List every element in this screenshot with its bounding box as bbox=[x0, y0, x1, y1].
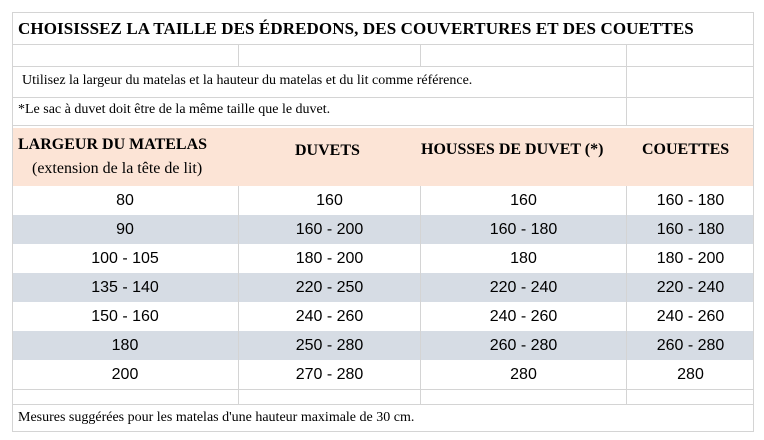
table-header bbox=[12, 128, 754, 186]
cell-duvets: 250 - 280 bbox=[239, 331, 421, 360]
cell-housses: 240 - 260 bbox=[421, 302, 627, 331]
cell-largeur: 80 bbox=[12, 186, 239, 215]
reference-note: Utilisez la largeur du matelas et la hauteur du matelas et du lit comme référence. bbox=[22, 73, 473, 88]
header-duvets: DUVETS bbox=[295, 142, 360, 159]
table-row bbox=[12, 360, 754, 389]
title-row bbox=[12, 12, 754, 44]
cell-couettes: 280 bbox=[677, 366, 704, 383]
cell-couettes: 220 - 240 bbox=[656, 279, 725, 296]
cell-couettes: 160 - 180 bbox=[656, 221, 725, 238]
header-largeur-sub: (extension de la tête de lit) bbox=[32, 160, 203, 177]
cell-duvets: 180 - 200 bbox=[239, 244, 421, 273]
cell-duvets: 240 - 260 bbox=[239, 302, 421, 331]
cell-couettes: 180 - 200 bbox=[656, 250, 725, 267]
cell-housses: 260 - 280 bbox=[421, 331, 627, 360]
duvet-bag-note-row bbox=[12, 98, 754, 125]
cell-duvets: 220 - 250 bbox=[239, 273, 421, 302]
cell-duvets: 160 - 200 bbox=[239, 215, 421, 244]
footer-note: Mesures suggérées pour les matelas d'une hauteur maximale de 30 cm. bbox=[18, 410, 415, 425]
duvet-bag-note: *Le sac à duvet doit être de la même taille que le duvet. bbox=[18, 102, 331, 117]
cell-housses: 180 bbox=[421, 244, 627, 273]
cell-largeur: 135 - 140 bbox=[12, 273, 239, 302]
cell-largeur: 90 bbox=[12, 215, 239, 244]
table-row bbox=[12, 186, 754, 215]
table-row bbox=[12, 331, 754, 360]
table-row bbox=[12, 215, 754, 244]
cell-couettes: 160 - 180 bbox=[656, 192, 725, 209]
spacer-row bbox=[12, 45, 754, 66]
cell-housses: 160 bbox=[421, 186, 627, 215]
cell-couettes: 240 - 260 bbox=[656, 308, 725, 325]
cell-housses: 160 - 180 bbox=[421, 215, 627, 244]
header-housses: HOUSSES DE DUVET (*) bbox=[421, 141, 604, 158]
cell-duvets: 160 bbox=[239, 186, 421, 215]
cell-housses: 220 - 240 bbox=[421, 273, 627, 302]
cell-largeur: 150 - 160 bbox=[12, 302, 239, 331]
cell-housses: 280 bbox=[421, 360, 627, 389]
header-largeur: LARGEUR DU MATELAS bbox=[18, 136, 208, 153]
size-chart-sheet bbox=[12, 12, 754, 432]
cell-largeur: 200 bbox=[12, 360, 239, 389]
spacer-row bbox=[12, 390, 754, 404]
table-row bbox=[12, 273, 754, 302]
chart-title: CHOISISSEZ LA TAILLE DES ÉDREDONS, DES COUVERTURES ET DES COUETTES bbox=[18, 19, 694, 38]
header-couettes: COUETTES bbox=[642, 141, 730, 158]
table-row bbox=[12, 244, 754, 273]
cell-largeur: 100 - 105 bbox=[12, 244, 239, 273]
reference-note-row bbox=[12, 67, 754, 97]
cell-couettes: 260 - 280 bbox=[656, 337, 725, 354]
cell-largeur: 180 bbox=[12, 331, 239, 360]
cell-duvets: 270 - 280 bbox=[239, 360, 421, 389]
table-row bbox=[12, 302, 754, 331]
